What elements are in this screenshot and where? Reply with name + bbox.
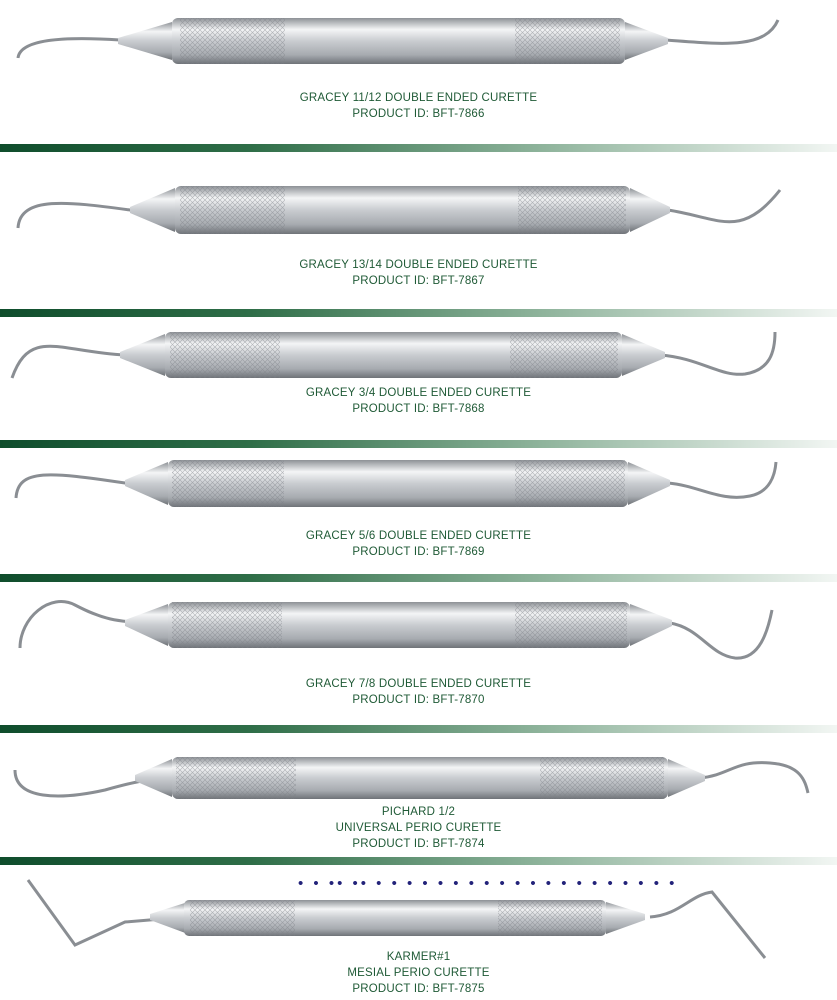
product-karmer-1 [0,870,837,1000]
product-caption [0,257,837,289]
product-id: PRODUCT ID: BFT-7868 [352,403,485,415]
product-name: PICHARD 1/2 [381,806,456,818]
product-id: PRODUCT ID: BFT-7875 [352,983,485,995]
product-gracey-5-6 [0,450,837,575]
product-id: PRODUCT ID: BFT-7867 [352,275,485,287]
product-name: GRACEY 11/12 DOUBLE ENDED CURETTE [299,92,538,104]
section-divider [0,725,837,733]
product-type: UNIVERSAL PERIO CURETTE [335,822,502,834]
section-divider [0,144,837,152]
section-divider [0,440,837,448]
product-type: MESIAL PERIO CURETTE [347,967,490,979]
product-caption [0,385,837,417]
product-name: GRACEY 13/14 DOUBLE ENDED CURETTE [299,259,538,271]
section-divider [0,574,837,582]
product-gracey-3-4 [0,322,837,442]
product-name: GRACEY 7/8 DOUBLE ENDED CURETTE [305,678,532,690]
product-id: PRODUCT ID: BFT-7874 [352,838,485,850]
curette-illustration [0,450,837,520]
product-id: PRODUCT ID: BFT-7866 [352,108,485,120]
section-divider [0,857,837,865]
product-id: PRODUCT ID: BFT-7870 [352,694,485,706]
product-caption [0,90,837,122]
product-gracey-11-12 [0,0,837,150]
curette-illustration [0,870,837,960]
product-pichard-1-2 [0,745,837,857]
curette-illustration [0,170,837,250]
product-caption [0,804,837,852]
dotted-line: • • •• •• • • • • • • • • • • • • • • • • • • • • [298,875,678,892]
product-gracey-7-8 [0,590,837,725]
curette-illustration [0,322,837,390]
product-name: KARMER#1 [386,951,451,963]
section-divider [0,309,837,317]
curette-illustration [0,745,837,805]
curette-illustration [0,0,837,92]
product-name: GRACEY 3/4 DOUBLE ENDED CURETTE [305,387,532,399]
product-gracey-13-14 [0,170,837,310]
curette-illustration [0,590,837,670]
product-caption [0,949,837,997]
product-id: PRODUCT ID: BFT-7869 [352,546,485,558]
product-caption [0,528,837,560]
product-caption [0,676,837,708]
product-name: GRACEY 5/6 DOUBLE ENDED CURETTE [305,530,532,542]
